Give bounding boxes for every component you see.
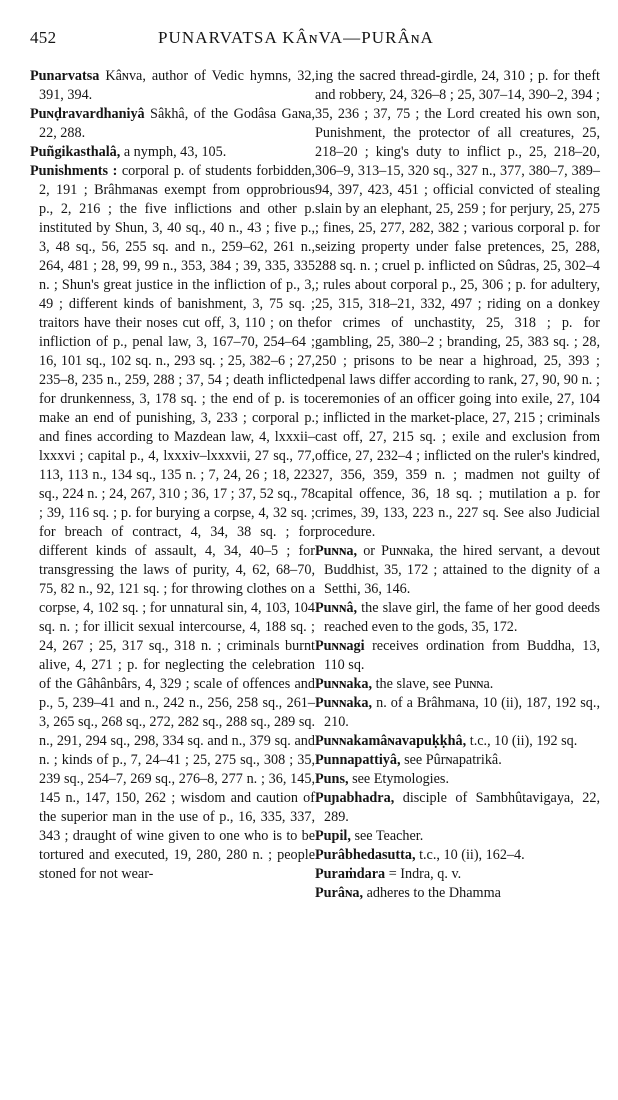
entry-text: see Pûrɴapatrikâ. <box>400 752 502 768</box>
entry-headword: Puñgikasthalâ, <box>30 144 121 160</box>
entry-text: corporal p. of students forbidden, 2, 191 ; Brâhmaɴas exempt from opprobrious p., 2, 216 ; the five inflictions and other p. instituted by Shun, 3, 40 sq., 40 n., 43 ; five p., 3, 48 sq., 56, 255 sq. and n., 259–62, 261 n., 264, 481 ; 28, 99, 99 n., 353, 384 ; 39, 335, 335 n. ; Shun's great justice in the infliction of p., 3, 49 ; different kinds of banishment, 3, 75 sq. ; traitors have their noses cut off, 3, 110 ; on the infliction of p., penal law, 3, 167–70, 254–64 ; 16, 101 sq., 102 sq. n., 293 sq. ; 25, 382–6 ; 27, 235–8, 235 n., 259, 288 ; 37, 54 ; death inflicted for drunkenness, 3, 178 sq. ; the end of p. is to make an end of punishing, 3, 233 ; corporal p. and fines according to Mazdean law, 4, lxxxii–lxxxvi ; capital p., 4, lxxxiv–lxxxvii, 27 sq., 77, 113, 113 n., 134 sq., 135 n. ; 7, 24, 26 ; 18, 223 sq., 224 n. ; 24, 267, 310 ; 36, 17 ; 37, 52 sq., 78 ; 39, 116 sq. ; p. for burying a corpse, 4, 32 sq. ; for breach of contract, 4, 34, 38 sq. ; for different kinds of assault, 4, 34, 40–5 ; for transgressing the laws of purity, 4, 62, 68–70, 75, 82 n., 92, 121 sq. ; for throwing clothes on a corpse, 4, 102 sq. ; for unnatural sin, 4, 103, 104 sq. n. ; for illicit sexual intercourse, 4, 188 sq. ; 24, 267 ; 25, 317 sq., 318 n. ; criminals burnt alive, 4, 271 ; p. for neglecting the celebration of the Gâhânbârs, 4, 329 ; scale of offences and p., 5, 239–41 and n., 242 n., 256, 258 sq., 261–3, 265 sq., 268 sq., 272, 282 sq., 288 sq., 289 sq. n., 291, 294 sq., 298, 334 sq. and n., 379 sq. and n. ; kinds of p., 7, 24–41 ; 25, 275 sq., 308 ; 35, 239 sq., 254–7, 269 sq., 276–8, 277 n. ; 36, 145, 145 n., 147, 150, 262 ; wisdom and caution of the superior man in the use of p., 16, 335, 337, 343 ; draught of wine given to one who is to be tortured and executed, 19, 280, 280 n. ; people stoned for not wear- <box>39 163 315 882</box>
index-entry <box>315 846 600 865</box>
index-entry <box>315 732 600 751</box>
entry-text: receives ordination from Buddha, 13, 110 sq. <box>324 638 600 673</box>
index-entry <box>315 599 600 637</box>
index-entry <box>315 675 600 694</box>
index-entry <box>30 143 315 162</box>
entry-text: adheres to the Dhamma <box>363 885 501 901</box>
index-columns <box>30 67 600 1087</box>
entry-text: t.c., 10 (ii), 192 sq. <box>466 733 578 749</box>
index-entry <box>315 770 600 789</box>
entry-headword: Purâɴa, <box>315 885 364 901</box>
entry-headword: Puɴɴa, <box>315 543 358 559</box>
index-entry <box>30 162 315 884</box>
page-header <box>30 28 594 56</box>
index-entry <box>315 542 600 599</box>
entry-headword: Purâbhedasutta, <box>315 847 416 863</box>
entry-headword: Puɴɴakamâɴavapuḳḳhâ, <box>315 733 467 749</box>
entry-headword: Puns, <box>315 771 349 787</box>
index-entry <box>315 884 600 903</box>
index-entry <box>315 789 600 827</box>
index-entry <box>30 105 315 143</box>
entry-headword: Puraṁdara <box>315 866 386 882</box>
entry-text: ing the sacred thread-girdle, 24, 310 ; p. for theft and robbery, 24, 326–8 ; 25, 307–14, 390–2, 394 ; 35, 236 ; 37, 75 ; the Lord created his own son, Punishment, the protector of all creatures, 25, 218–20 ; king's duty to inflict p., 25, 218–20, 306–9, 313–15, 320 sq., 327 n., 377, 380–7, 389–94, 397, 423, 451 ; official convicted of stealing slain by an elephant, 25, 259 ; for perjury, 25, 275 ; fines, 25, 277, 282, 382 ; various corporal p. for seizing property under false pretences, 25, 288, 288 sq. n. ; cruel p. inflicted on Sûdras, 25, 302–4 ; rules about corporal p., 25, 306 ; p. for adultery, 25, 315, 318–21, 332, 497 ; riding on a donkey for crimes of unchastity, 25, 318 ; p. for gambling, 25, 380–2 ; branding, 25, 383 sq. ; 28, 250 ; prisons to be near a highroad, 25, 393 ; penal laws differ according to rank, 27, 90, 90 n. ; ceremonies of an officer going into exile, 27, 104 ; inflicted in the market-place, 27, 215 ; criminals cast off, 27, 215 sq. ; exile and exclusion from office, 27, 232–4 ; inflicted on the ruler's kindred, 27, 356, 359, 359 n. ; madmen not guilty of capital offence, 36, 18 sq. ; mutilation a p. for crimes, 39, 133, 223 n., 227 sq. See also Judicial procedure. <box>315 68 600 540</box>
right-column <box>315 67 600 1087</box>
index-entry <box>30 67 315 105</box>
entry-headword: Punishments : <box>30 163 118 179</box>
entry-headword: Puɴɴaka, <box>315 676 373 692</box>
entry-text: see Etymologies. <box>348 771 449 787</box>
entry-text: or Puɴɴaka, the hired servant, a devout Buddhist, 35, 172 ; attained to the dignity of a Setthi, 36, 146. <box>324 543 600 597</box>
entry-headword: Puɴɴaka, <box>315 695 373 711</box>
index-entry <box>315 694 600 732</box>
entry-text: disciple of Sambhûtavigaya, 22, 289. <box>324 790 600 825</box>
entry-text: a nymph, 43, 105. <box>120 144 227 160</box>
index-entry <box>315 865 600 884</box>
entry-text: see Teacher. <box>350 828 424 844</box>
entry-headword: Puɴḍravardhaniyâ <box>30 106 145 122</box>
left-column <box>30 67 315 1087</box>
entry-headword: Puɲabhadra, <box>315 790 395 806</box>
entry-headword: Puɴɴâ, <box>315 600 358 616</box>
entry-text: n. of a Brâhmaɴa, 10 (ii), 187, 192 sq., 210. <box>324 695 600 730</box>
page-number: 452 <box>30 28 57 47</box>
entry-text: t.c., 10 (ii), 162–4. <box>415 847 525 863</box>
index-entry <box>315 827 600 846</box>
index-entry <box>315 67 600 542</box>
entry-headword: Punarvatsa <box>30 68 100 84</box>
entry-headword: Punnapattiyâ, <box>315 752 401 768</box>
entry-text: Kâɴva, author of Vedic hymns, 32, 391, 394. <box>39 68 315 103</box>
entry-text: Sâkhâ, of the Godâsa Gaɴa, 22, 288. <box>39 106 315 141</box>
index-entry <box>315 751 600 770</box>
index-entry <box>315 637 600 675</box>
entry-headword: Puɴɴagi <box>315 638 365 654</box>
entry-text: the slave, see Puɴɴa. <box>372 676 494 692</box>
running-head: PUNARVATSA KÂɴVA—PURÂɴA <box>158 28 434 47</box>
entry-text: = Indra, q. v. <box>385 866 462 882</box>
entry-headword: Pupil, <box>315 828 351 844</box>
entry-text: the slave girl, the fame of her good deeds reached even to the gods, 35, 172. <box>324 600 600 635</box>
